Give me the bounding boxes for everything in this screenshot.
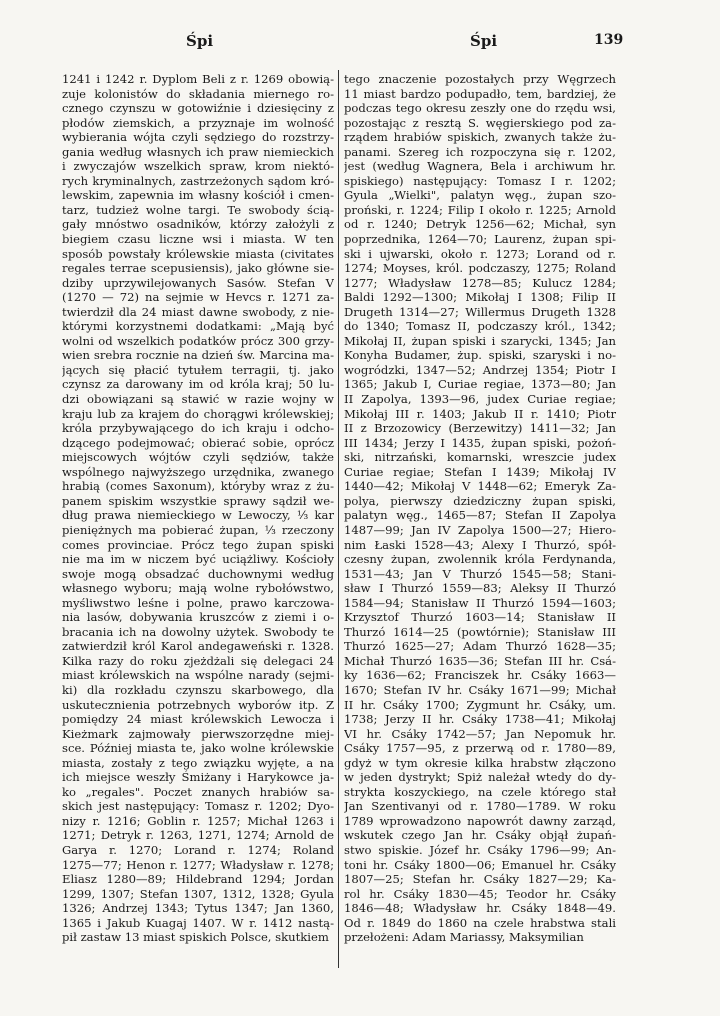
text-line: myśliwstwo leśne i polne, prawo karczowa- bbox=[62, 595, 334, 610]
text-line: podczas tego okresu zeszły one do rzędu wsi, bbox=[344, 101, 616, 116]
text-line: regales terrae scepusiensis), jako główne sie- bbox=[62, 261, 334, 276]
text-line: Thurzó 1625—27; Adam Thurzó 1628—35; bbox=[344, 639, 616, 654]
text-line: Mikołaj III r. 1403; Jakub II r. 1410; Piotr bbox=[344, 406, 616, 421]
text-line: którymi korzystnemi dodatkami: „Mają być bbox=[62, 319, 334, 334]
text-line: płodów ziemskich, a przyznaje im wolność bbox=[62, 115, 334, 130]
text-line: w jeden dystrykt; Spiż należał wtedy do dy- bbox=[344, 770, 616, 785]
text-line: wskutek czego Jan hr. Csáky objął żupań- bbox=[344, 828, 616, 843]
text-line: Garya r. 1270; Lorand r. 1274; Roland bbox=[62, 842, 334, 857]
text-line: Eliasz 1280—89; Hildebrand 1294; Jordan bbox=[62, 872, 334, 887]
column-divider bbox=[338, 70, 339, 968]
text-line: zuje kolonistów do składania miernego ro- bbox=[62, 86, 334, 101]
text-line: dług prawa niemieckiego w Lewoczy, ⅓ kar bbox=[62, 508, 334, 523]
text-line: 1274; Moyses, król. podczaszy, 1275; Roland bbox=[344, 261, 616, 276]
text-line: rych kryminalnych, zastrzeżonych sądom kró- bbox=[62, 173, 334, 188]
text-line: spiskiego) następujący: Tomasz I r. 1202; bbox=[344, 173, 616, 188]
text-line: 1326; Andrzej 1343; Tytus 1347; Jan 1360, bbox=[62, 901, 334, 916]
text-line: poprzednika, 1264—70; Laurenz, żupan spi- bbox=[344, 232, 616, 247]
text-line: dziby uprzywilejowanych Sasów. Stefan V bbox=[62, 275, 334, 290]
text-line: przełożeni: Adam Mariassy, Maksymilian bbox=[344, 930, 584, 945]
text-line: czesny żupan, zwolennik króla Ferdynanda, bbox=[344, 552, 616, 567]
text-line: ki) dla rozkładu czynszu skarbowego, dla bbox=[62, 682, 334, 697]
text-line: Kilka razy do roku zjeżdżali się delegaci 24 bbox=[62, 653, 334, 668]
text-line: sposób powstały królewskie miasta (civitates bbox=[62, 246, 334, 261]
text-line: bracania ich na dowolny użytek. Swobody te bbox=[62, 624, 334, 639]
text-line: do 1340; Tomasz II, podczaszy król., 1342; bbox=[344, 319, 616, 334]
text-line: dzi obowiązani są stawić w razie wojny w bbox=[62, 392, 334, 407]
text-line: 1299, 1307; Stefan 1307, 1312, 1328; Gyula bbox=[62, 886, 334, 901]
text-line: cznego czynszu w gotowiźnie i dziesięciny z bbox=[62, 101, 334, 116]
page-number: 139 bbox=[594, 32, 624, 48]
text-line: Kieżmark zajmowały pierwszorzędne miej- bbox=[62, 726, 334, 741]
text-line: uskutecznienia potrzebnych wyborów itp. Z bbox=[62, 697, 334, 712]
text-line: 1271; Detryk r. 1263, 1271, 1274; Arnold de bbox=[62, 828, 334, 843]
text-line: gdyż w tym okresie kilka hrabstw złączono bbox=[344, 755, 616, 770]
text-line: Mikołaj II, żupan spiski i szarycki, 1345; Jan bbox=[344, 333, 616, 348]
text-line: Baldi 1292—1300; Mikołaj I 1308; Filip II bbox=[344, 290, 616, 305]
text-line: 1241 i 1242 r. Dyplom Beli z r. 1269 obowią- bbox=[62, 72, 334, 86]
text-line: 1738; Jerzy II hr. Csáky 1738—41; Mikołaj bbox=[344, 712, 616, 727]
text-line: toni hr. Csáky 1800—06; Emanuel hr. Csáky bbox=[344, 857, 616, 872]
text-line: II z Brzozowicy (Berzewitzy) 1411—32; Jan bbox=[344, 421, 616, 436]
text-line: sław I Thurzó 1559—83; Aleksy II Thurzó bbox=[344, 581, 616, 596]
text-line: pił zastaw 13 miast spiskich Polsce, skutkiem bbox=[62, 930, 329, 945]
text-line: pozostając z resztą S. węgierskiego pod za- bbox=[344, 115, 616, 130]
text-line: kraju lub za krajem do chorągwi królewskiej; bbox=[62, 406, 334, 421]
left-text-column bbox=[62, 72, 334, 945]
text-line: 1277; Władysław 1278—85; Kulucz 1284; bbox=[344, 275, 616, 290]
text-line: miasta, zostały z tego związku wyjęte, a na bbox=[62, 755, 334, 770]
text-line: 1275—77; Henon r. 1277; Władysław r. 1278; bbox=[62, 857, 334, 872]
text-line: i zwyczajów wszelkich spraw, krom niektó- bbox=[62, 159, 334, 174]
text-line: VI hr. Csáky 1742—57; Jan Nepomuk hr. bbox=[344, 726, 616, 741]
text-line: od r. 1240; Detryk 1256—62; Michał, syn bbox=[344, 217, 616, 232]
text-line: Gyula „Wielki", palatyn węg., żupan szo- bbox=[344, 188, 616, 203]
text-line: rządem hrabiów spiskich, zwanych także żu- bbox=[344, 130, 616, 145]
text-line: rol hr. Csáky 1830—45; Teodor hr. Csáky bbox=[344, 886, 616, 901]
right-text-column bbox=[344, 72, 616, 945]
text-line: hrabią (comes Saxonum), któryby wraz z żu- bbox=[62, 479, 334, 494]
text-line: gały mnóstwo osadników, którzy założyli z bbox=[62, 217, 334, 232]
text-line: Drugeth 1314—27; Willermus Drugeth 1328 bbox=[344, 304, 616, 319]
text-line: sce. Później miasta te, jako wolne królewskie bbox=[62, 741, 334, 756]
text-line: 1487—99; Jan IV Zapolya 1500—27; Hiero- bbox=[344, 522, 616, 537]
text-line: czynsz za darowany im od króla kraj; 50 lu- bbox=[62, 377, 334, 392]
text-line: 1807—25; Stefan hr. Csáky 1827—29; Ka- bbox=[344, 872, 616, 887]
text-line: wien srebra rocznie na dzień św. Marcina ma- bbox=[62, 348, 334, 363]
text-line: Csáky 1757—95, z przerwą od r. 1780—89, bbox=[344, 741, 616, 756]
text-line: panem spiskim wszystkie sprawy sądził we- bbox=[62, 493, 334, 508]
text-line: wspólnego najwyższego urzędnika, zwanego bbox=[62, 464, 334, 479]
text-line: 1365 i Jakub Kuagaj 1407. W r. 1412 nastą- bbox=[62, 915, 334, 930]
text-line: panami. Szereg ich rozpoczyna się r. 1202, bbox=[344, 144, 616, 159]
text-line: króla przybywającego do ich kraju i odcho- bbox=[62, 421, 334, 436]
text-line: ky 1636—62; Franciszek hr. Csáky 1663— bbox=[344, 668, 616, 683]
text-line: wolni od wszelkich podatków prócz 300 grzy- bbox=[62, 333, 334, 348]
text-line: miejscowych wójtów czyli sędziów, także bbox=[62, 450, 334, 465]
text-line: tego znaczenie pozostałych przy Węgrzech bbox=[344, 72, 616, 86]
text-line: lewskim, zapewnia im własny kościół i cmen- bbox=[62, 188, 334, 203]
text-line: 1789 wprowadzono napowrót dawny zarząd, bbox=[344, 813, 616, 828]
text-line: (1270 — 72) na sejmie w Hevcs r. 1271 za- bbox=[62, 290, 334, 305]
text-line: pieniężnych ma pobierać żupan, ⅓ rzeczony bbox=[62, 522, 334, 537]
text-line: Od r. 1849 do 1860 na czele hrabstwa stali bbox=[344, 915, 616, 930]
text-line: nia lasów, dobywania kruszców z ziemi i o- bbox=[62, 610, 334, 625]
text-line: 1846—48; Władysław hr. Csáky 1848—49. bbox=[344, 901, 616, 916]
running-title-left: Śpi bbox=[186, 32, 214, 50]
text-line: Thurzó 1614—25 (powtórnie); Stanisław III bbox=[344, 624, 616, 639]
text-line: biegiem czasu liczne wsi i miasta. W ten bbox=[62, 232, 334, 247]
text-line: skich jest następujący: Tomasz r. 1202; Dyo- bbox=[62, 799, 334, 814]
text-line: Michał Thurzó 1635—36; Stefan III hr. Csá- bbox=[344, 653, 616, 668]
text-line: zatwierdził król Karol andegaweński r. 1328. bbox=[62, 639, 334, 654]
text-line: Jan Szentivanyi od r. 1780—1789. W roku bbox=[344, 799, 616, 814]
text-line: jest (według Wagnera, Bela i archiwum hr. bbox=[344, 159, 616, 174]
text-line: wybierania wójta czyli sędziego do rozstrzy- bbox=[62, 130, 334, 145]
text-line: II Zapolya, 1393—96, judex Curiae regiae; bbox=[344, 392, 616, 407]
text-line: stwo spiskie. Józef hr. Csáky 1796—99; An- bbox=[344, 842, 616, 857]
text-line: miast królewskich na wspólne narady (sejmi- bbox=[62, 668, 334, 683]
text-line: 11 miast bardzo podupadło, tem, bardziej, że bbox=[344, 86, 616, 101]
text-line: pomiędzy 24 miast królewskich Lewocza i bbox=[62, 712, 334, 727]
text-line: strykta koszyckiego, na czele którego stał bbox=[344, 784, 616, 799]
text-line: Krzysztof Thurzó 1603—14; Stanisław II bbox=[344, 610, 616, 625]
text-line: własnego wyboru; mają wolne rybołówstwo, bbox=[62, 581, 334, 596]
text-line: Konyha Budamer, żup. spiski, szaryski i no- bbox=[344, 348, 616, 363]
text-line: palatyn węg., 1465—87; Stefan II Zapolya bbox=[344, 508, 616, 523]
text-line: 1670; Stefan IV hr. Csáky 1671—99; Michał bbox=[344, 682, 616, 697]
text-line: ski, nitrzański, komarnski, wreszcie judex bbox=[344, 450, 616, 465]
text-line: III 1434; Jerzy I 1435, żupan spiski, pożoń- bbox=[344, 435, 616, 450]
page-header bbox=[0, 32, 720, 56]
text-line: swoje mogą obsadzać duchownymi według bbox=[62, 566, 334, 581]
text-line: Curiae regiae; Stefan I 1439; Mikołaj IV bbox=[344, 464, 616, 479]
text-line: nim Łaski 1528—43; Alexy I Thurzó, spół- bbox=[344, 537, 616, 552]
text-line: ich miejsce weszły Śmiżany i Harykowce ja- bbox=[62, 770, 334, 785]
text-line: gania według własnych ich praw niemieckich bbox=[62, 144, 334, 159]
running-title-center: Śpi bbox=[470, 32, 498, 50]
text-line: 1440—42; Mikołaj V 1448—62; Emeryk Za- bbox=[344, 479, 616, 494]
text-line: wogródzki, 1347—52; Andrzej 1354; Piotr I bbox=[344, 362, 616, 377]
text-line: ski i ujwarski, około r. 1273; Lorand od r. bbox=[344, 246, 616, 261]
text-line: II hr. Csáky 1700; Zygmunt hr. Csáky, um. bbox=[344, 697, 616, 712]
text-line: ko „regales". Poczet znanych hrabiów sa- bbox=[62, 784, 334, 799]
text-line: nizy r. 1216; Goblin r. 1257; Michał 1263 i bbox=[62, 813, 334, 828]
text-line: twierdził dla 24 miast dawne swobody, z nie- bbox=[62, 304, 334, 319]
text-line: jących się płacić tytułem terragii, tj. jako bbox=[62, 362, 334, 377]
text-line: proński, r. 1224; Filip I około r. 1225; Arnold bbox=[344, 202, 616, 217]
text-line: nie ma im w niczem być uciążliwy. Kościoły bbox=[62, 552, 334, 567]
text-line: 1584—94; Stanisław II Thurzó 1594—1603; bbox=[344, 595, 616, 610]
text-line: comes provinciae. Prócz tego żupan spiski bbox=[62, 537, 334, 552]
text-line: 1531—43; Jan V Thurzó 1545—58; Stani- bbox=[344, 566, 616, 581]
text-line: dzącego podejmować; obierać sobie, oprócz bbox=[62, 435, 334, 450]
text-line: tarz, tudzież wolne targi. Te swobody ścią- bbox=[62, 202, 334, 217]
text-line: polya, pierwszy dziedziczny żupan spiski, bbox=[344, 493, 616, 508]
text-line: 1365; Jakub I, Curiae regiae, 1373—80; Jan bbox=[344, 377, 616, 392]
